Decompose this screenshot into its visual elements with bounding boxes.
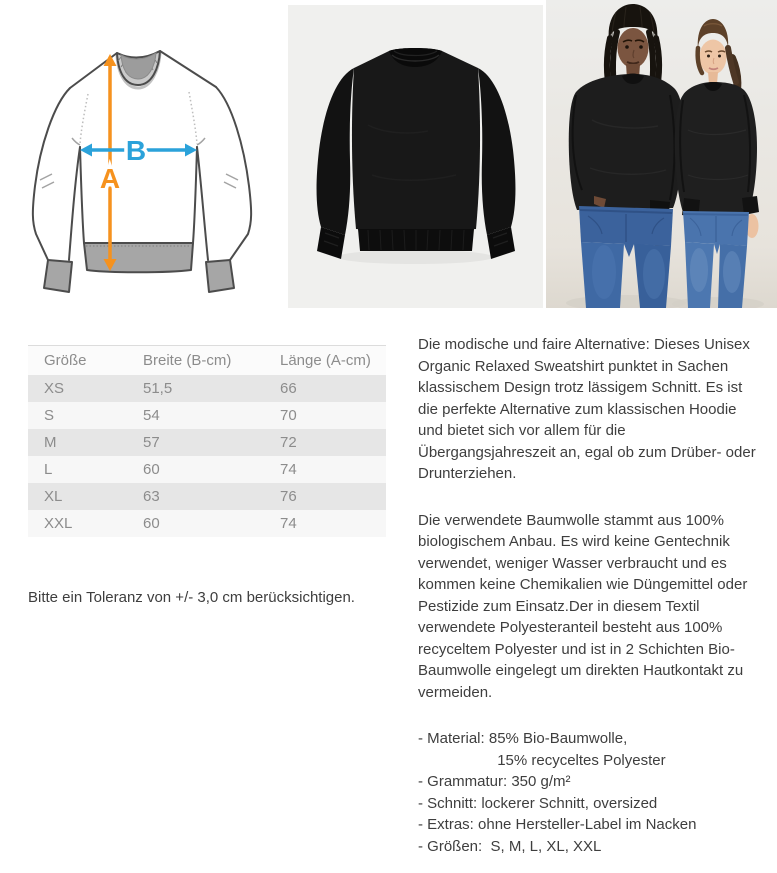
size-table-cell: 66 [280,379,297,397]
size-table-cell: XXL [44,514,73,532]
spec-line: - Größen: S, M, L, XL, XXL [418,837,602,855]
man-face [618,28,649,68]
size-table-cell: 60 [143,514,160,532]
size-table-column-header: Größe [44,351,87,369]
product-description [418,334,758,857]
size-table-cell: 57 [143,433,160,451]
spec-line: - Schnitt: lockerer Schnitt, oversized [418,794,658,812]
size-table-cell: L [44,460,53,478]
size-table-cell: 74 [280,460,297,478]
size-table [28,345,386,537]
size-table-row [28,375,386,402]
description-paragraph-1: Die modische und faire Alternative: Dieses Unisex Organic Relaxed Sweatshirt punktet in Sachen klassischem Design trotz lässigem Schnitt. Es ist die perfekte Alternative zum klassischen Hoodie und bietet sich vor allem für die Übergangsjahreszeit an, egal ob zum Drüber- oder Drunterziehen. [418,336,756,482]
size-table-cell: S [44,406,55,424]
spec-line: - Extras: ohne Hersteller-Label im Nacken [418,816,697,833]
spec-list [418,728,758,857]
size-table-column-header: Länge (A-cm) [280,351,371,369]
width-arrow-label: B [125,135,147,166]
models-photo-image [546,0,777,308]
size-table-cell: XS [44,379,65,397]
sweatshirt-outline [33,51,251,292]
size-table-column-header: Breite (B-cm) [143,351,232,369]
product-photo-image [288,5,543,308]
length-arrow-label: A [99,163,121,194]
size-table-cell: 54 [143,406,160,424]
black-sweatshirt-photo [288,5,543,308]
sweatshirt-line-drawing [28,16,272,308]
black-sweatshirt-graphic [317,48,516,259]
size-table-body [28,375,386,537]
models-photo-graphic [546,0,777,308]
size-table-cell: 51,5 [143,379,173,397]
tolerance-note: Bitte ein Toleranz von +/- 3,0 cm berücksichtigen. [28,589,355,606]
size-table-row [28,402,386,429]
waistband [84,243,193,272]
size-table-row [28,429,386,456]
spec-line: 15% recyceltes Polyester [418,751,666,769]
size-table-cell: 76 [280,487,297,505]
size-table-cell: XL [44,487,63,505]
right-cuff [206,260,234,292]
size-table-cell: 70 [280,406,297,424]
size-table-row [28,510,386,537]
size-table-cell: 74 [280,514,297,532]
size-table-cell: 63 [143,487,160,505]
size-table-cell: 60 [143,460,160,478]
size-diagram-image [28,16,272,308]
size-table-header-row [28,346,386,375]
size-table-row [28,456,386,483]
spec-line: - Grammatur: 350 g/m² [418,773,571,790]
size-table-cell: 72 [280,433,297,451]
size-table-cell: M [44,433,57,451]
spec-line: - Material: 85% Bio-Baumwolle, [418,730,628,747]
size-table-row [28,483,386,510]
left-cuff [44,260,72,292]
description-paragraph-2: Die verwendete Baumwolle stammt aus 100% biologischem Anbau. Es wird keine Gentechnik verwendet, weniger Wasser verbraucht und es kommen keine Chemikalien wie Düngemittel oder Pestizide zum Einsatz.Der in diesem Textil verwendete Polyesteranteil besteht aus 100% recyceltem Polyester und ist in 2 Schichten Bio-Baumwolle eingelegt um direkten Hautkontakt zu vermeiden. [418,511,748,701]
man-sweatshirt [569,74,683,210]
